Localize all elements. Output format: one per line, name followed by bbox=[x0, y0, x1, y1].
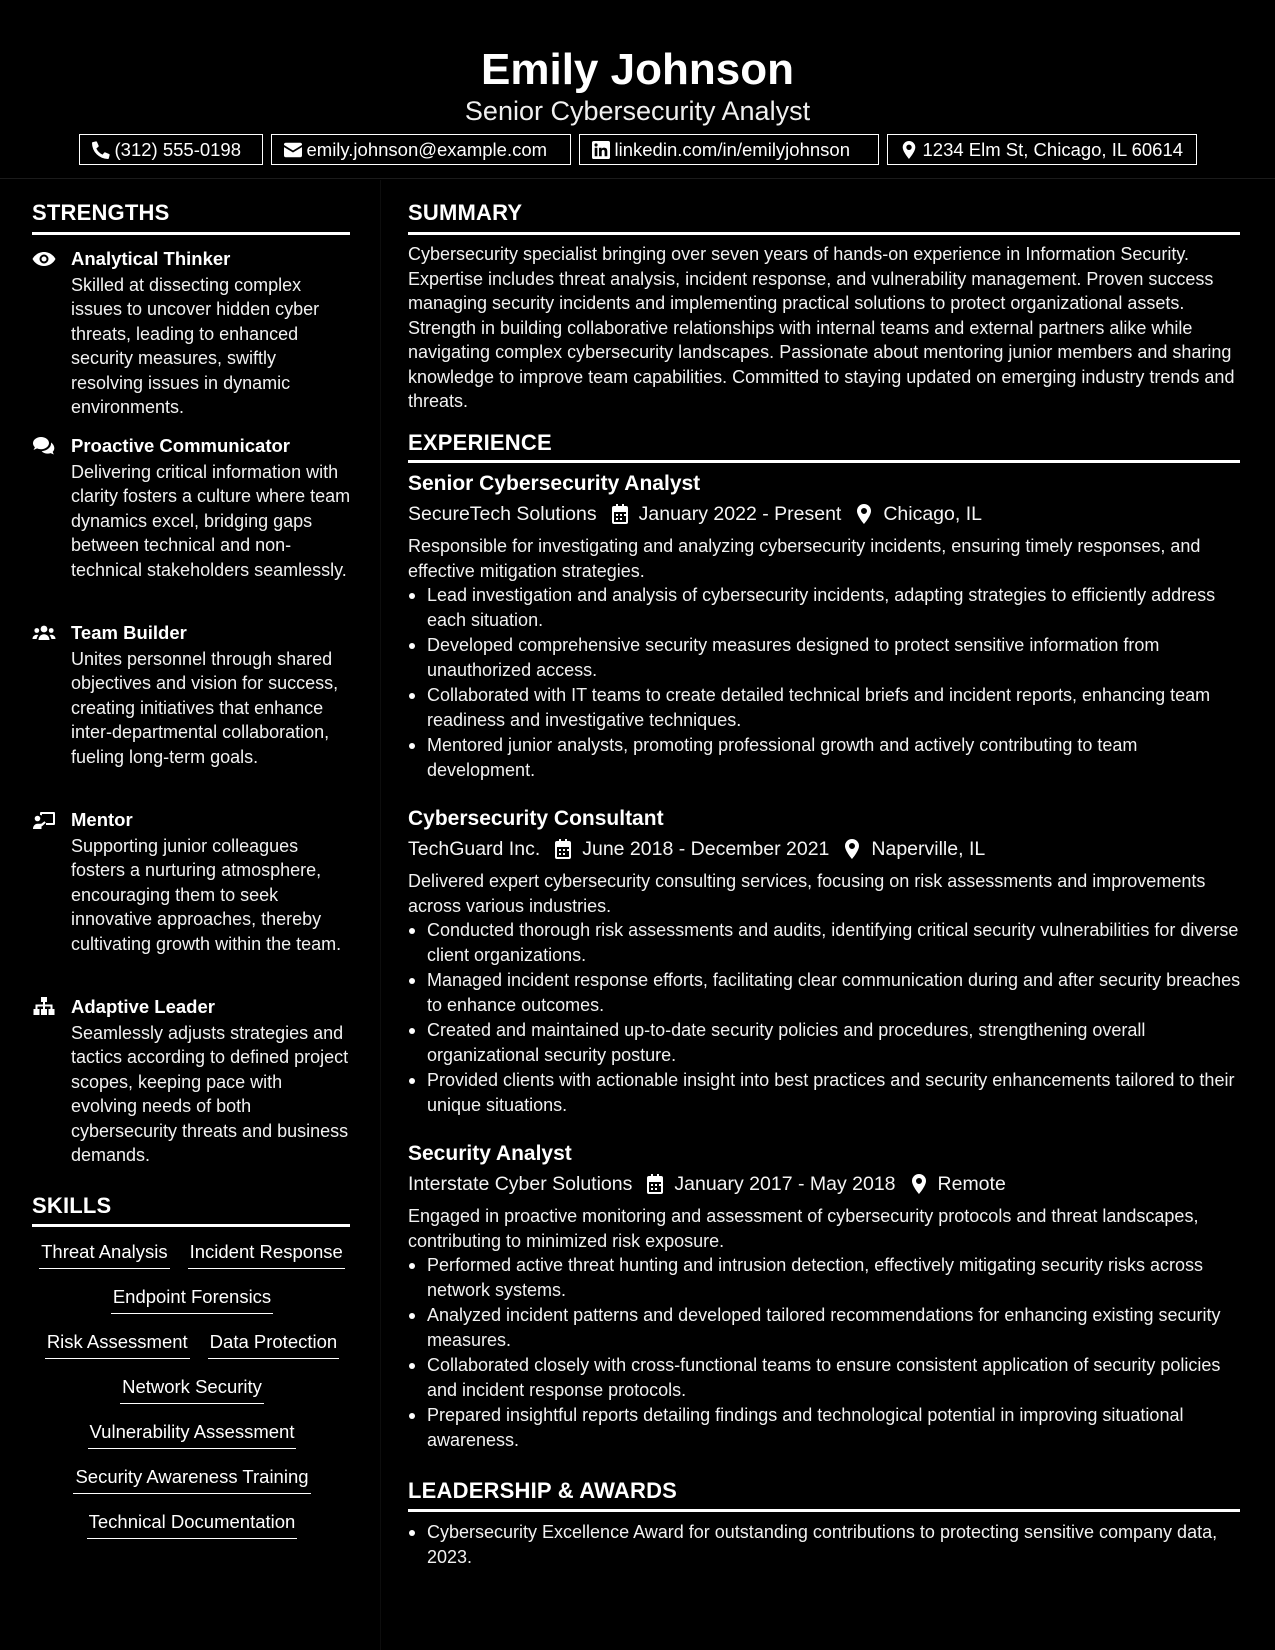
skill-tag: Security Awareness Training bbox=[73, 1465, 310, 1494]
job-meta bbox=[408, 1170, 1243, 1198]
job-location: Remote bbox=[937, 1173, 1006, 1195]
job-dates: January 2022 - Present bbox=[638, 503, 842, 525]
company-name: TechGuard Inc. bbox=[408, 838, 541, 860]
bullet-item: Developed comprehensive security measures designed to protect sensitive information from unauthorized access. bbox=[408, 633, 1243, 682]
strength-title: Analytical Thinker bbox=[71, 248, 231, 269]
job-bullets bbox=[408, 583, 1243, 782]
job-meta bbox=[408, 835, 1243, 863]
strength-description: Supporting junior colleagues fosters a nurturing atmosphere, encouraging them to seek innovative approaches, thereby cultivating growth within the team. bbox=[71, 836, 342, 954]
summary-heading: SUMMARY bbox=[408, 200, 523, 225]
job-location: Chicago, IL bbox=[883, 503, 982, 525]
strengths-heading: STRENGTHS bbox=[32, 200, 170, 225]
strength-description: Skilled at dissecting complex issues to uncover hidden cyber threats, leading to enhanced security measures, swiftly resolving issues in dynamic environments. bbox=[71, 275, 320, 418]
location-pin-icon bbox=[843, 839, 861, 859]
bullet-item: Collaborated closely with cross-functional teams to ensure consistent application of security policies and incident response protocols. bbox=[408, 1353, 1243, 1402]
candidate-name: Emily Johnson bbox=[481, 45, 794, 94]
job-title: Cybersecurity Consultant bbox=[408, 807, 664, 830]
calendar-icon bbox=[611, 504, 629, 524]
map-pin-icon bbox=[900, 141, 918, 159]
column-divider bbox=[380, 180, 381, 1650]
job-location: Naperville, IL bbox=[871, 838, 986, 860]
strength-title: Team Builder bbox=[71, 622, 187, 643]
address-text: 1234 Elm St, Chicago, IL 60614 bbox=[922, 138, 1184, 160]
skill-tag: Risk Assessment bbox=[45, 1330, 190, 1359]
job-dates: January 2017 - May 2018 bbox=[674, 1173, 896, 1195]
phone-contact[interactable] bbox=[79, 134, 263, 165]
bullet-item: Created and maintained up-to-date security policies and procedures, strengthening overall organizational security posture. bbox=[408, 1018, 1243, 1067]
job-entry bbox=[408, 1140, 1243, 1453]
candidate-title: Senior Cybersecurity Analyst bbox=[464, 96, 811, 126]
bullet-item: Mentored junior analysts, promoting professional growth and actively contributing to team development. bbox=[408, 733, 1243, 782]
job-description: Responsible for investigating and analyzing cybersecurity incidents, ensuring timely responses, and effective mitigation strategies. bbox=[408, 536, 1201, 581]
skill-tag: Network Security bbox=[120, 1375, 264, 1404]
bullet-item: Managed incident response efforts, facilitating clear communication during and after security breaches to enhance outcomes. bbox=[408, 968, 1243, 1017]
company-name: SecureTech Solutions bbox=[408, 503, 597, 525]
bullet-item: Provided clients with actionable insight into best practices and security enhancements tailored to their unique situations. bbox=[408, 1068, 1243, 1117]
summary-text: Cybersecurity specialist bringing over seven years of hands-on experience in Information Security. Expertise includes threat analysis, incident response, and vulnerability management. Proven success managing security incidents and implementing practical solutions to protect organizational assets. Strength in building collaborative relationships with internal teams and external partners alike while navigating complex cybersecurity landscapes. Passionate about mentoring junior members and sharing knowledge to improve team capabilities. Committed to staying updated on emerging industry trends and threats. bbox=[408, 244, 1235, 411]
skill-tag: Vulnerability Assessment bbox=[88, 1420, 297, 1449]
teacher-icon bbox=[32, 810, 56, 830]
bullet-item: Conducted thorough risk assessments and audits, identifying critical security vulnerabilities for diverse client organizations. bbox=[408, 918, 1243, 967]
strength-description: Delivering critical information with clarity fosters a culture where team dynamics excel, bridging gaps between technical and non-technical stakeholders seamlessly. bbox=[71, 462, 351, 580]
awards-list bbox=[408, 1520, 1243, 1570]
linkedin-icon bbox=[592, 141, 610, 159]
skill-tag: Incident Response bbox=[188, 1240, 345, 1269]
bullet-item: Analyzed incident patterns and developed tailored recommendations for enhancing existing security measures. bbox=[408, 1303, 1243, 1352]
award-item: Cybersecurity Excellence Award for outstanding contributions to protecting sensitive company data, 2023. bbox=[408, 1520, 1243, 1569]
calendar-icon bbox=[554, 839, 572, 859]
job-description: Engaged in proactive monitoring and assessment of cybersecurity protocols and threat landscapes, contributing to minimized risk exposure. bbox=[408, 1206, 1199, 1251]
linkedin-text: linkedin.com/in/emilyjohnson bbox=[614, 138, 850, 160]
strength-title: Adaptive Leader bbox=[71, 996, 215, 1017]
skill-tag: Endpoint Forensics bbox=[111, 1285, 273, 1314]
linkedin-contact[interactable] bbox=[579, 134, 879, 165]
skills-list bbox=[32, 1240, 352, 1555]
email-contact[interactable] bbox=[271, 134, 571, 165]
comments-icon bbox=[32, 436, 56, 456]
skills-rule bbox=[32, 1224, 350, 1227]
address-contact bbox=[887, 134, 1197, 165]
skills-heading: SKILLS bbox=[32, 1193, 112, 1218]
bullet-item: Lead investigation and analysis of cybersecurity incidents, adapting strategies to efficiently address each situation. bbox=[408, 583, 1243, 632]
strength-description: Seamlessly adjusts strategies and tactics according to defined project scopes, keeping pace with evolving needs of both cybersecurity threats and business demands. bbox=[71, 1023, 349, 1166]
skill-tag: Data Protection bbox=[208, 1330, 340, 1359]
job-bullets bbox=[408, 1253, 1243, 1452]
users-icon bbox=[32, 623, 56, 643]
location-pin-icon bbox=[910, 1174, 928, 1194]
summary-rule bbox=[408, 232, 1240, 235]
strength-description: Unites personnel through shared objectives and vision for success, creating initiatives that enhance inter-departmental collaboration, fueling long-term goals. bbox=[71, 649, 339, 767]
job-description: Delivered expert cybersecurity consulting services, focusing on risk assessments and improvements across various industries. bbox=[408, 871, 1206, 916]
bullet-item: Collaborated with IT teams to create detailed technical briefs and incident reports, enhancing team readiness and investigative techniques. bbox=[408, 683, 1243, 732]
location-pin-icon bbox=[855, 504, 873, 524]
bullet-item: Performed active threat hunting and intrusion detection, effectively mitigating security risks across network systems. bbox=[408, 1253, 1243, 1302]
strengths-rule bbox=[32, 232, 350, 235]
company-name: Interstate Cyber Solutions bbox=[408, 1173, 633, 1195]
calendar-icon bbox=[646, 1174, 664, 1194]
strength-title: Mentor bbox=[71, 809, 133, 830]
email-text: emily.johnson@example.com bbox=[306, 138, 548, 160]
job-dates: June 2018 - December 2021 bbox=[582, 838, 830, 860]
job-meta bbox=[408, 500, 1243, 528]
resume-header bbox=[0, 0, 1275, 179]
job-entry bbox=[408, 470, 1243, 783]
leadership-rule bbox=[408, 1509, 1240, 1512]
contact-bar bbox=[0, 134, 1275, 165]
experience-heading: EXPERIENCE bbox=[408, 430, 552, 455]
phone-icon bbox=[92, 141, 110, 159]
sitemap-icon bbox=[32, 997, 56, 1017]
envelope-icon bbox=[284, 141, 302, 159]
job-bullets bbox=[408, 918, 1243, 1117]
eye-icon bbox=[32, 249, 56, 269]
job-entry bbox=[408, 805, 1243, 1118]
bullet-item: Prepared insightful reports detailing findings and technological potential in improving situational awareness. bbox=[408, 1403, 1243, 1452]
job-title: Security Analyst bbox=[408, 1142, 572, 1165]
job-title: Senior Cybersecurity Analyst bbox=[408, 472, 701, 495]
phone-text: (312) 555-0198 bbox=[114, 138, 242, 160]
experience-rule bbox=[408, 460, 1240, 463]
skill-tag: Technical Documentation bbox=[87, 1510, 298, 1539]
strength-title: Proactive Communicator bbox=[71, 435, 290, 456]
skill-tag: Threat Analysis bbox=[39, 1240, 169, 1269]
leadership-heading: LEADERSHIP & AWARDS bbox=[408, 1478, 678, 1503]
